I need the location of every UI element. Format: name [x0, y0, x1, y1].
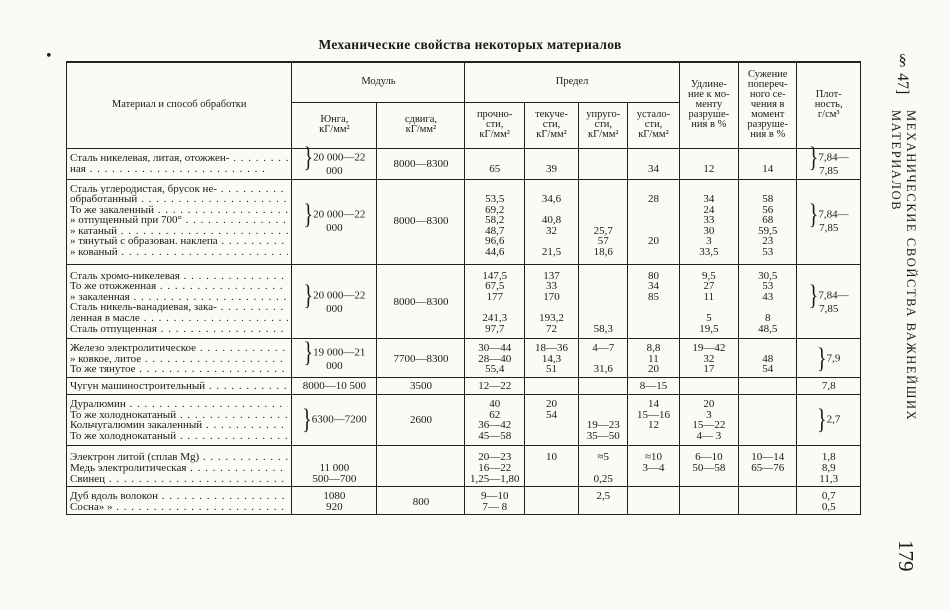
col-header-density: Плот- ность, г/см³ — [797, 62, 861, 148]
young-cell: 11 000 500—700 — [292, 446, 377, 487]
density-cell: 1,8 8,9 11,3 — [797, 446, 861, 487]
narrowing-cell: 30,5 53 43 8 48,5 — [739, 264, 797, 339]
table-body — [67, 142, 861, 515]
properties-table — [66, 61, 861, 515]
elongation-cell: 34 24 33 30 3 33,5 — [679, 179, 738, 264]
running-head: МЕХАНИЧЕСКИЕ СВОЙСТВА ВАЖНЕЙШИХ МАТЕРИАЛОВ — [889, 110, 918, 422]
narrowing-cell: 10—14 65—76 — [739, 446, 797, 487]
density-cell: 0,7 0,5 — [797, 487, 861, 515]
group-brace: } — [303, 199, 314, 230]
young-cell: }6300—7200 — [292, 395, 377, 446]
elastic-cell: 2,5 — [579, 487, 628, 515]
shear-cell: 800 — [377, 487, 465, 515]
elongation-cell — [679, 487, 738, 515]
elastic-cell: ≈5 0,25 — [579, 446, 628, 487]
material-cell: Сталь углеродистая, брусок не- . . . обработанный . . . То же закаленный . . . » отпущенный при 700° . . . » катаный . . . » тянутый с образован. наклепа . . . » кованый . . . — [67, 179, 292, 264]
col-header-elongation: Удлине- ние к мо- менту разруше- ния в % — [679, 62, 738, 148]
density-cell: }7,84—7,85 — [797, 264, 861, 339]
fatigue-cell: 8,8 11 20 — [628, 339, 679, 378]
col-header-narrowing: Сужение попереч- ного се- чения в момент разруше- ния в % — [739, 62, 797, 148]
table-row — [67, 179, 861, 264]
narrowing-cell: 14 — [739, 148, 797, 179]
col-header-strength: прочно- сти, кГ/мм² — [465, 102, 524, 148]
material-cell: Сталь никелевая, литая, отожжен- . . . ная . . . — [67, 148, 292, 179]
young-cell: 8000—10 500 — [292, 378, 377, 395]
page-number: 179 — [894, 540, 918, 572]
elongation-cell: 12 — [679, 148, 738, 179]
material-cell: Дуралюмин . . . То же холоднокатаный . . . Кольчугалюмин закаленный . . . То же холоднокатаный . . . — [67, 395, 292, 446]
col-header-module: Модуль — [292, 62, 465, 102]
yield-cell: 20 54 — [524, 395, 578, 446]
group-brace: } — [808, 281, 819, 312]
yield-cell: 18—36 14,3 51 — [524, 339, 578, 378]
strength-cell: 20—23 16—22 1,25—1,80 — [465, 446, 524, 487]
young-cell: }20 000—22 000 — [292, 179, 377, 264]
elastic-cell: 4—7 31,6 — [579, 339, 628, 378]
strength-cell: 65 — [465, 148, 524, 179]
material-cell: Сталь хромо-никелевая . . . То же отожженная . . . » закаленная . . . Сталь никель-ванадиевая, зака- . . . ленная в масле . . . Сталь отпущенная . . . — [67, 264, 292, 339]
elastic-cell — [579, 148, 628, 179]
yield-cell — [524, 487, 578, 515]
group-brace: } — [808, 199, 819, 230]
group-brace: } — [303, 142, 314, 173]
young-cell: 1080 920 — [292, 487, 377, 515]
elongation-cell: 20 3 15—22 4— 3 — [679, 395, 738, 446]
table-row — [67, 395, 861, 446]
elongation-cell: 6—10 50—58 — [679, 446, 738, 487]
table-row — [67, 339, 861, 378]
group-brace: } — [302, 404, 312, 436]
density-cell: }7,9 — [797, 339, 861, 378]
narrowing-cell: 58 56 68 59,5 23 53 — [739, 179, 797, 264]
fatigue-cell: 14 15—16 12 — [628, 395, 679, 446]
yield-cell — [524, 378, 578, 395]
shear-cell — [377, 446, 465, 487]
elongation-cell: 9,5 27 11 5 19,5 — [679, 264, 738, 339]
shear-cell: 7700—8300 — [377, 339, 465, 378]
elongation-cell — [679, 378, 738, 395]
yield-cell: 10 — [524, 446, 578, 487]
density-cell: }7,84—7,85 — [797, 148, 861, 179]
table-row — [67, 446, 861, 487]
bullet-mark: • — [45, 49, 53, 64]
density-cell: }2,7 — [797, 395, 861, 446]
elastic-cell: 19—23 35—50 — [579, 395, 628, 446]
narrowing-cell — [739, 378, 797, 395]
fatigue-cell: 28 20 — [628, 179, 679, 264]
density-cell: }7,84—7,85 — [797, 179, 861, 264]
strength-cell: 12—22 — [465, 378, 524, 395]
narrowing-cell: 48 54 — [739, 339, 797, 378]
elastic-cell — [579, 378, 628, 395]
fatigue-cell: 80 34 85 — [628, 264, 679, 339]
col-header-young: Юнга, кГ/мм² — [292, 102, 377, 148]
group-brace: } — [808, 142, 819, 173]
material-cell: Железо электролитическое . . . » ковкое, литое . . . То же тянутое . . . — [67, 339, 292, 378]
group-brace: } — [817, 404, 827, 436]
strength-cell: 30—44 28—40 55,4 — [465, 339, 524, 378]
density-cell: 7,8 — [797, 378, 861, 395]
group-brace: } — [817, 343, 827, 375]
fatigue-cell: ≈10 3—4 — [628, 446, 679, 487]
young-cell: }20 000—22 000 — [292, 148, 377, 179]
young-cell: }20 000—22 000 — [292, 264, 377, 339]
col-header-fatigue: устало- сти, кГ/мм² — [628, 102, 679, 148]
shear-cell: 8000—8300 — [377, 264, 465, 339]
narrowing-cell — [739, 487, 797, 515]
table-row — [67, 378, 861, 395]
shear-cell: 8000—8300 — [377, 179, 465, 264]
young-cell: }19 000—21 000 — [292, 339, 377, 378]
fatigue-cell — [628, 487, 679, 515]
yield-cell: 34,6 40,8 32 21,5 — [524, 179, 578, 264]
table-row — [67, 264, 861, 339]
group-brace: } — [303, 281, 314, 312]
material-cell: Дуб вдоль волокон . . . Сосна» » . . . — [67, 487, 292, 515]
shear-cell: 8000—8300 — [377, 148, 465, 179]
strength-cell: 40 62 36—42 45—58 — [465, 395, 524, 446]
material-cell: Чугун машиностроительный . . . — [67, 378, 292, 395]
table-row — [67, 487, 861, 515]
elastic-cell: 58,3 — [579, 264, 628, 339]
fatigue-cell: 8—15 — [628, 378, 679, 395]
elongation-cell: 19—42 32 17 — [679, 339, 738, 378]
col-header-limit: Предел — [465, 62, 679, 102]
strength-cell: 147,5 67,5 177 241,3 97,7 — [465, 264, 524, 339]
table-title: Механические свойства некоторых материалов — [318, 37, 622, 52]
shear-cell: 3500 — [377, 378, 465, 395]
table-row — [67, 148, 861, 179]
fatigue-cell: 34 — [628, 148, 679, 179]
col-header-shear: сдвига, кГ/мм² — [377, 102, 465, 148]
col-header-material: Материал и способ обработки — [67, 62, 292, 148]
elastic-cell: 25,7 57 18,6 — [579, 179, 628, 264]
col-header-yield: текуче- сти, кГ/мм² — [524, 102, 578, 148]
col-header-elastic: упруго- сти, кГ/мм² — [579, 102, 628, 148]
shear-cell: 2600 — [377, 395, 465, 446]
strength-cell: 9—10 7— 8 — [465, 487, 524, 515]
material-cell: Электрон литой (сплав Mg) . . . Медь электролитическая . . . Свинец . . . — [67, 446, 292, 487]
strength-cell: 53,5 69,2 58,2 48,7 96,6 44,6 — [465, 179, 524, 264]
yield-cell: 137 33 170 193,2 72 — [524, 264, 578, 339]
section-mark: § 47] — [894, 52, 911, 95]
narrowing-cell — [739, 395, 797, 446]
yield-cell: 39 — [524, 148, 578, 179]
group-brace: } — [303, 337, 314, 369]
